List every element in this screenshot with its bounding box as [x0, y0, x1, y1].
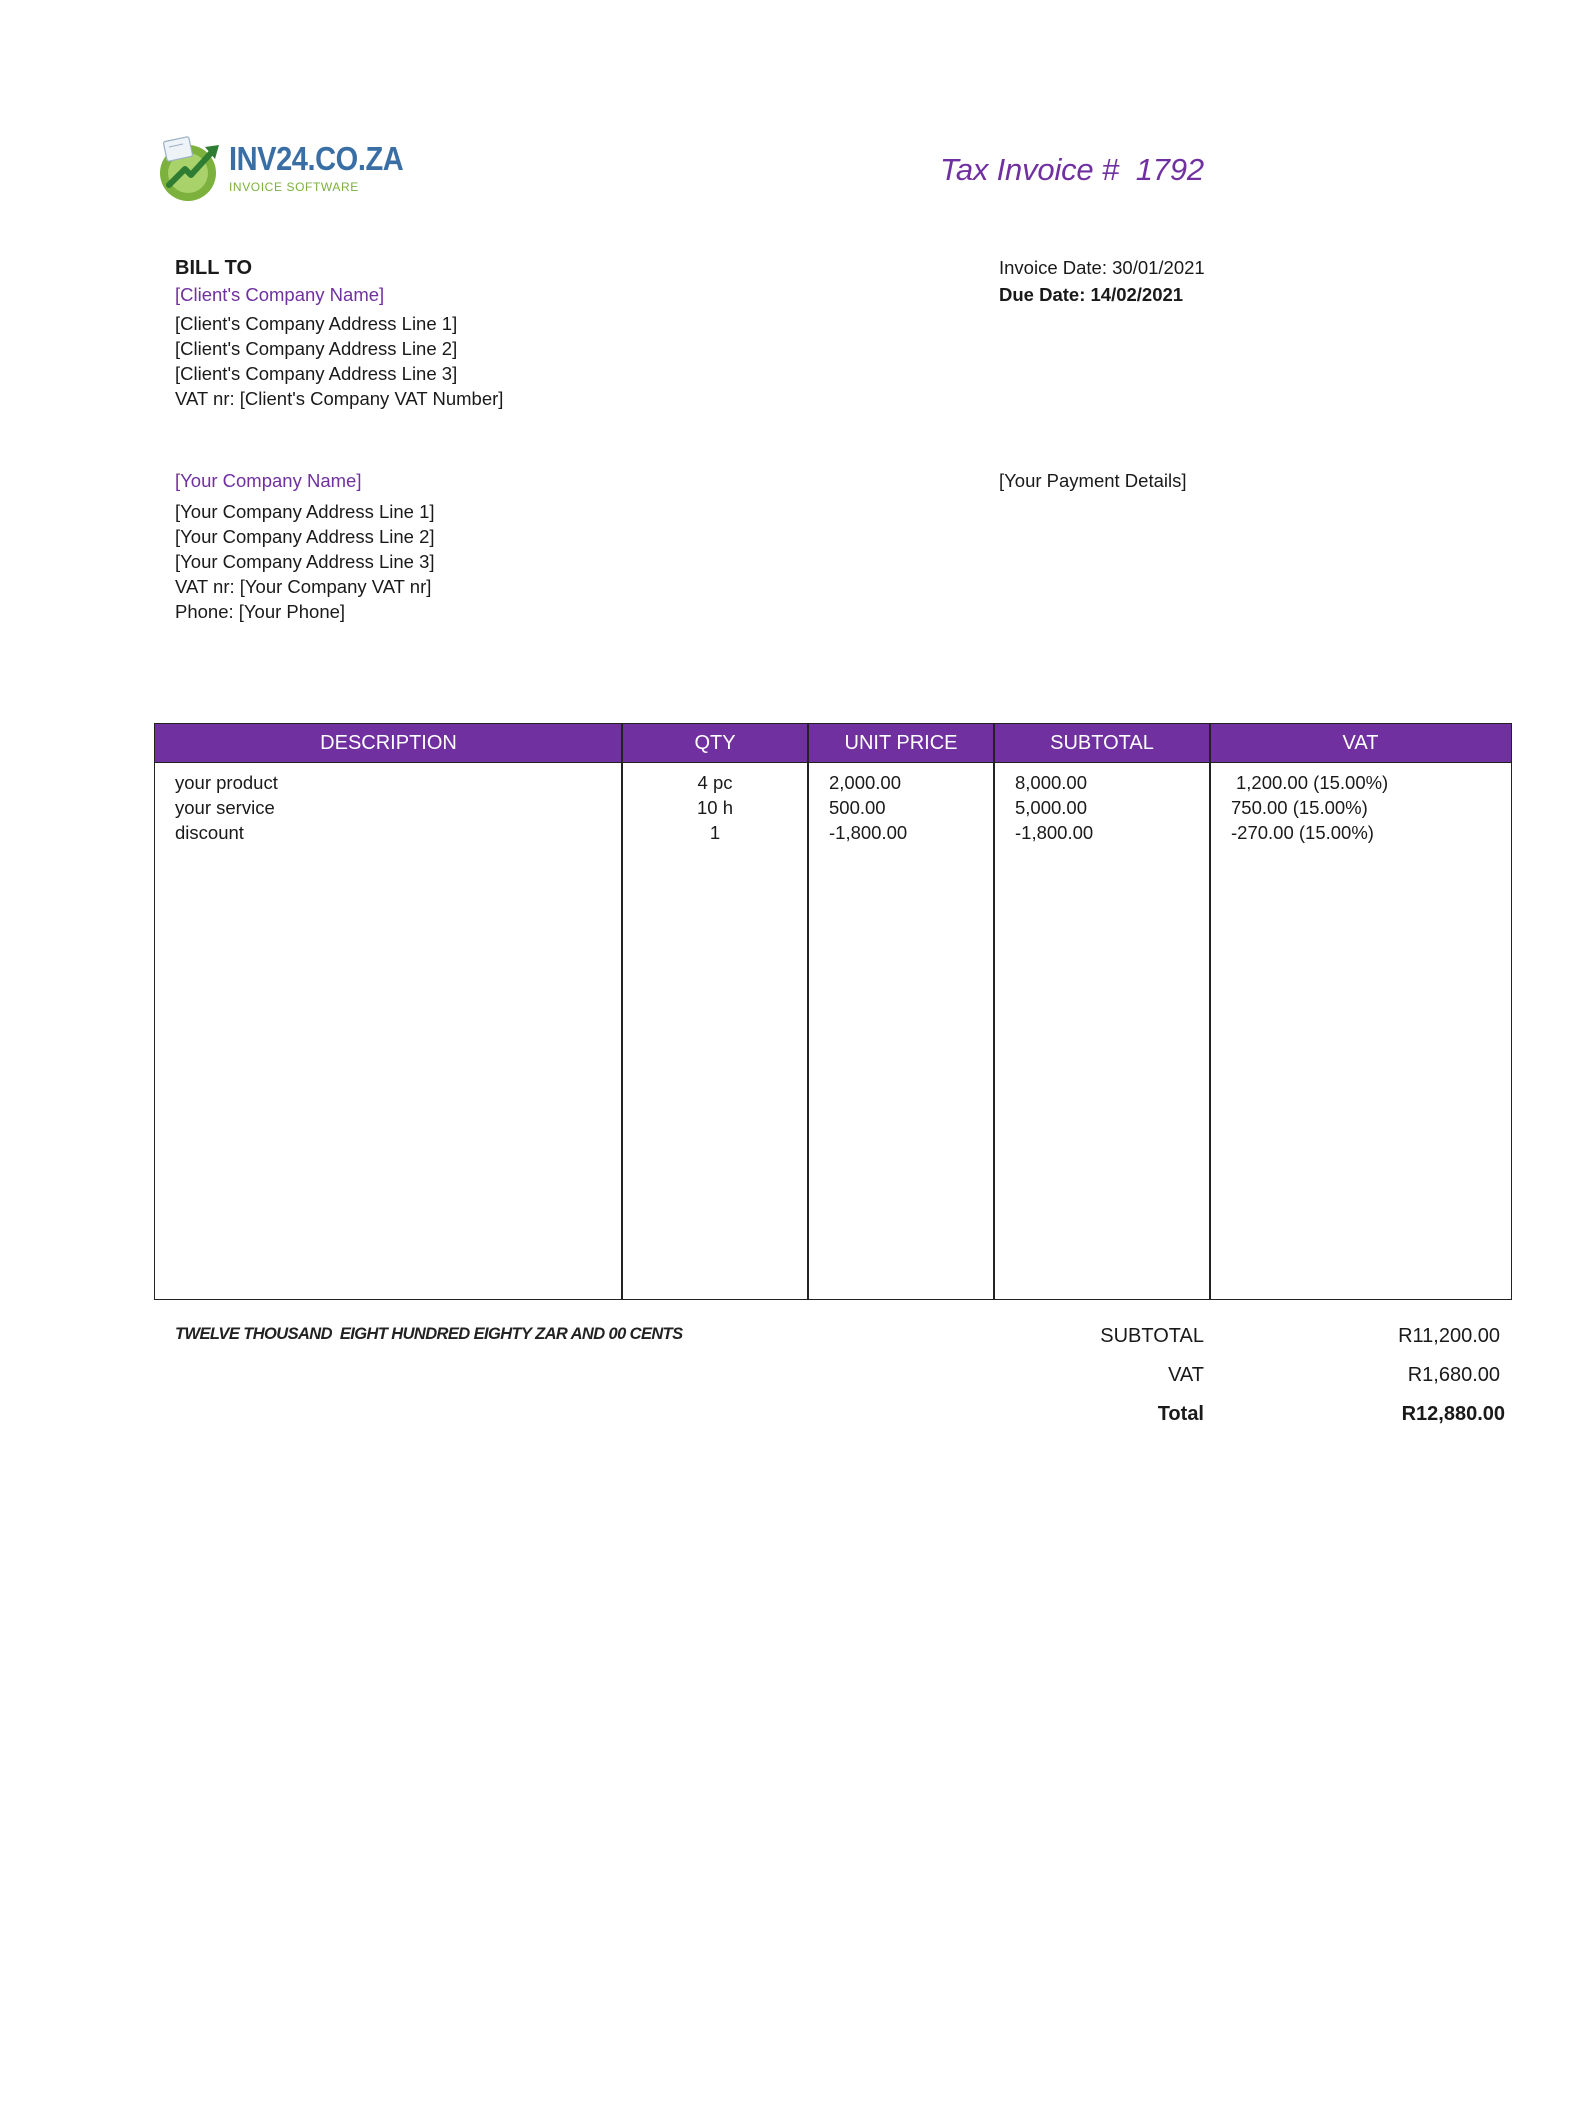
column-divider — [1209, 724, 1211, 1299]
table-cell: -1,800.00 — [1015, 822, 1094, 843]
table-cell: -1,800.00 — [829, 822, 908, 843]
table-cell: 500.00 — [829, 797, 886, 818]
bill-to-label: BILL TO — [175, 257, 253, 279]
client-address-line: [Client's Company Address Line 3] — [175, 363, 458, 384]
amount-in-words: TWELVE THOUSAND EIGHT HUNDRED EIGHTY ZAR AND 00 CENTS — [175, 1325, 683, 1343]
subtotal-label: SUBTOTAL — [1100, 1325, 1204, 1347]
unit-price-column — [829, 770, 907, 845]
due-date: Due Date: 14/02/2021 — [999, 284, 1184, 305]
logo-subtitle: INVOICE SOFTWARE — [229, 180, 359, 194]
description-column — [175, 770, 278, 845]
table-header — [155, 724, 1511, 763]
table-cell: 4 pc — [697, 772, 733, 793]
your-phone: Phone: [Your Phone] — [175, 601, 346, 622]
client-address-line: [Client's Company Address Line 1] — [175, 313, 458, 334]
table-cell: 1,200.00 (15.00%) — [1236, 772, 1389, 793]
table-cell: 10 h — [696, 797, 733, 818]
table-cell: 2,000.00 — [829, 772, 902, 793]
subtotal-value: R11,200.00 — [1398, 1325, 1500, 1347]
header-unit-price: UNIT PRICE — [844, 732, 958, 754]
table-cell: your product — [175, 772, 278, 793]
vat-label: VAT — [1168, 1364, 1204, 1386]
items-table — [154, 723, 1512, 1300]
header-qty: QTY — [694, 732, 736, 754]
invoice-date: Invoice Date: 30/01/2021 — [999, 257, 1205, 278]
table-cell: 1 — [709, 822, 721, 843]
table-cell: 8,000.00 — [1015, 772, 1088, 793]
table-cell: -270.00 (15.00%) — [1231, 822, 1374, 843]
header-subtotal: SUBTOTAL — [1050, 732, 1154, 754]
from-block — [175, 467, 435, 624]
client-address-line: [Client's Company Address Line 2] — [175, 338, 458, 359]
bill-to-block — [175, 254, 503, 411]
header-description: DESCRIPTION — [320, 732, 457, 754]
table-cell: your service — [175, 797, 275, 818]
your-address-line: [Your Company Address Line 3] — [175, 551, 435, 572]
column-divider — [993, 724, 995, 1299]
payment-details: [Your Payment Details] — [999, 470, 1187, 491]
table-cell: discount — [175, 822, 244, 843]
table-cell: 750.00 (15.00%) — [1231, 797, 1368, 818]
dates-block — [999, 254, 1205, 307]
vat-value: R1,680.00 — [1407, 1364, 1500, 1386]
client-company-name: [Client's Company Name] — [175, 284, 385, 305]
subtotal-column — [1015, 770, 1093, 845]
your-company-name: [Your Company Name] — [175, 470, 362, 491]
logo-text: INV24.CO.ZA — [229, 140, 404, 177]
total-value: R12,880.00 — [1401, 1403, 1505, 1425]
client-vat-number: VAT nr: [Client's Company VAT Number] — [175, 388, 504, 409]
your-address-line: [Your Company Address Line 2] — [175, 526, 435, 547]
header-vat: VAT — [1342, 732, 1379, 754]
table-cell: 5,000.00 — [1015, 797, 1088, 818]
logo — [155, 135, 225, 203]
vat-column — [1231, 770, 1388, 845]
your-vat-number: VAT nr: [Your Company VAT nr] — [175, 576, 432, 597]
your-address-line: [Your Company Address Line 1] — [175, 501, 435, 522]
invoice-title: Tax Invoice # 1792 — [940, 152, 1204, 187]
logo-icon — [155, 135, 225, 203]
total-label: Total — [1157, 1403, 1204, 1425]
qty-column — [622, 770, 808, 845]
